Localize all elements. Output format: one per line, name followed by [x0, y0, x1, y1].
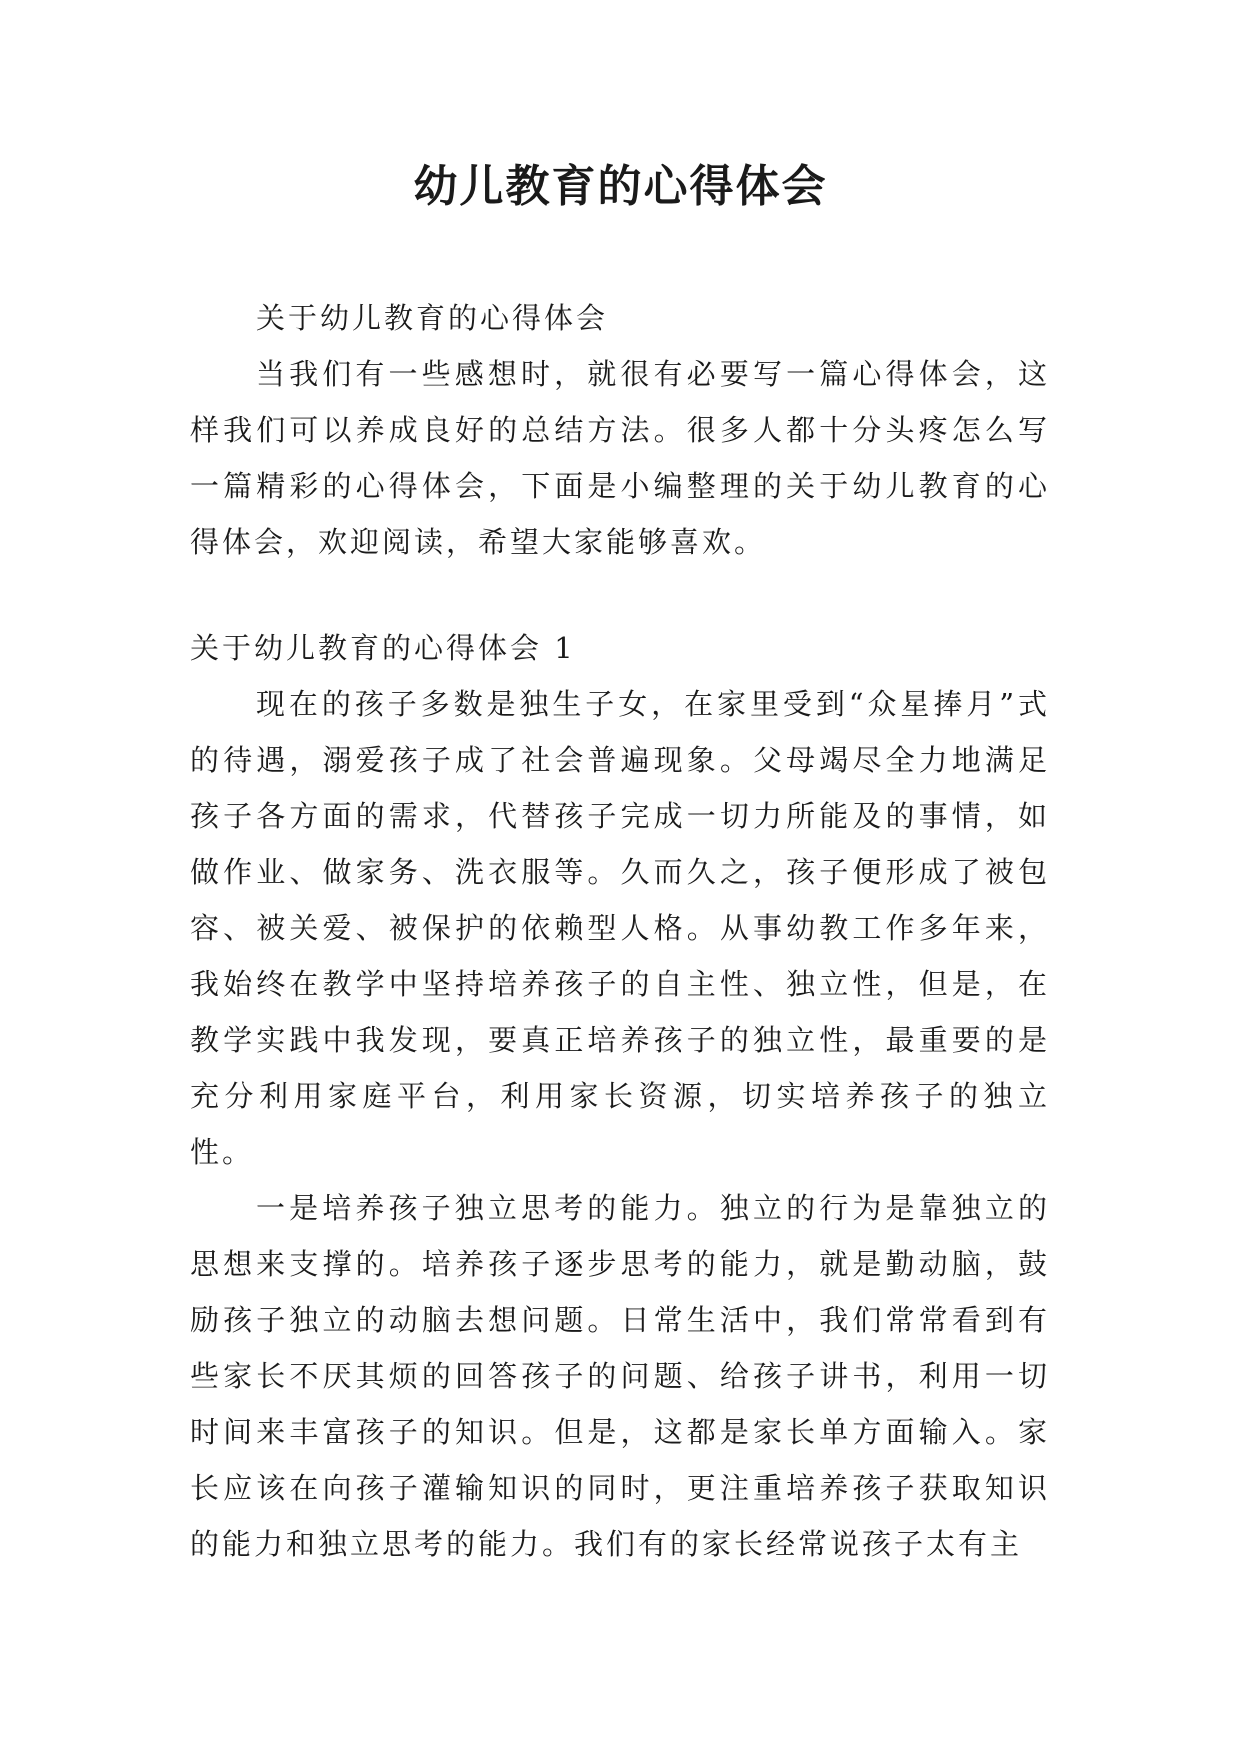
body-paragraph: 现在的孩子多数是独生子女，在家里受到“众星捧月”式的待遇，溺爱孩子成了社会普遍现象。父母竭尽全力地满足孩子各方面的需求，代替孩子完成一切力所能及的事情，如做作业、做家务、洗衣服等。久而久之，孩子便形成了被包容、被关爱、被保护的依赖型人格。从事幼教工作多年来，我始终在教学中坚持培养孩子的自主性、独立性，但是，在教学实践中我发现，要真正培养孩子的独立性，最重要的是充分利用家庭平台，利用家长资源，切实培养孩子的独立性。	[190, 687, 1050, 1169]
document-body	[190, 290, 1050, 1572]
intro-paragraph: 当我们有一些感想时，就很有必要写一篇心得体会，这样我们可以养成良好的总结方法。很多人都十分头疼怎么写一篇精彩的心得体会，下面是小编整理的关于幼儿教育的心得体会，欢迎阅读，希望大家能够喜欢。	[190, 357, 1050, 559]
paragraph-gap	[190, 570, 1050, 620]
page-title: 幼儿教育的心得体会	[413, 161, 828, 212]
body-paragraph: 一是培养孩子独立思考的能力。独立的行为是靠独立的思想来支撑的。培养孩子逐步思考的能力，就是勤动脑，鼓励孩子独立的动脑去想问题。日常生活中，我们常常看到有些家长不厌其烦的回答孩子的问题、给孩子讲书，利用一切时间来丰富孩子的知识。但是，这都是家长单方面输入。家长应该在向孩子灌输知识的同时，更注重培养孩子获取知识的能力和独立思考的能力。我们有的家长经常说孩子太有主	[190, 1191, 1050, 1561]
subtitle: 关于幼儿教育的心得体会	[256, 301, 609, 335]
section-heading: 关于幼儿教育的心得体会 1	[190, 631, 576, 665]
